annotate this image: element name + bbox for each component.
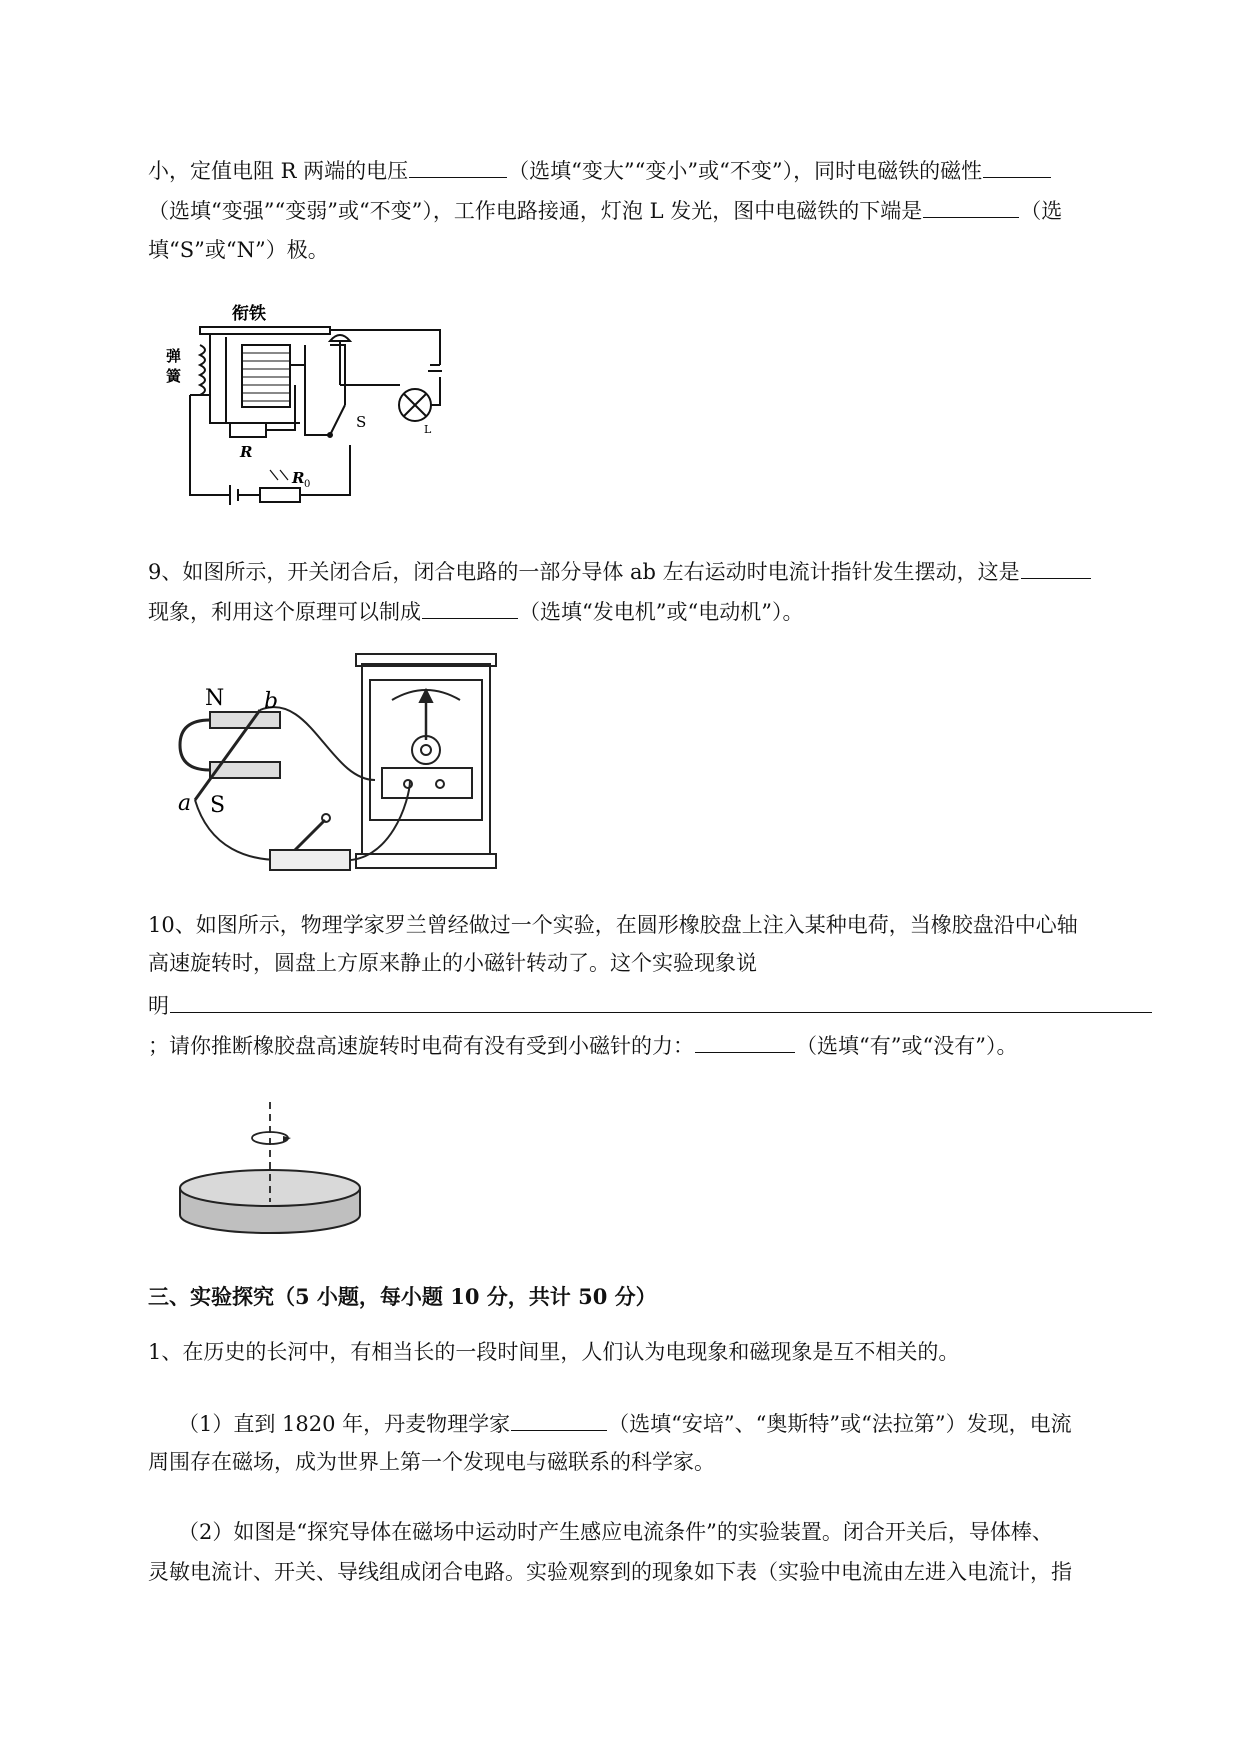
q10-line-4: ；请你推断橡胶盘高速旋转时电荷有没有受到小磁针的力： （选填“有”或“没有”）。 [148, 1030, 1156, 1061]
induction-experiment-figure [170, 650, 510, 880]
rotating-disk-figure [175, 1100, 375, 1235]
label-b: b [264, 689, 279, 714]
s3-q1-part2-line-2: 灵敏电流计、开关、导线组成闭合电路。实验观察到的现象如下表（实验中电流由左进入电流计，指 [148, 1560, 1072, 1584]
photoresistor-r0 [260, 488, 300, 502]
relay-circuit-figure [166, 304, 470, 515]
s3-q1-part2-line-1: （2）如图是“探究导体在磁场中运动时产生感应电流条件”的实验装置。闭合开关后，导体棒、 [178, 1520, 1053, 1544]
section-3-heading: 三、实验探究（5 小题，每小题 10 分，共计 50 分） [148, 1284, 657, 1309]
electromagnet [242, 345, 290, 407]
north-pole-label: N [205, 686, 225, 711]
spring [200, 345, 205, 395]
terminal-right [436, 780, 444, 788]
answer-blank[interactable] [695, 1030, 795, 1053]
switch-label: S [356, 413, 367, 431]
q8-line-1: 小，定值电阻 R 两端的电压 （选填“变大”“变小”或“不变”），同时电磁铁的磁性 [148, 155, 1156, 186]
answer-blank[interactable] [923, 195, 1019, 218]
answer-blank[interactable] [983, 155, 1051, 178]
resistor-label: R [240, 443, 253, 461]
spring-label-2: 簧 [166, 367, 182, 385]
answer-blank[interactable] [170, 990, 1152, 1013]
q9-line-1: 9、如图所示，开关闭合后，闭合电路的一部分导体 ab 左右运动时电流计指针发生摆动，这是 [148, 556, 1156, 587]
south-pole-label: S [210, 793, 226, 818]
q10-line-1: 10、如图所示，物理学家罗兰曾经做过一个实验，在圆形橡胶盘上注入某种电荷，当橡胶盘沿中心轴 [148, 913, 1078, 937]
armature [200, 327, 330, 334]
switch-lever [330, 405, 345, 435]
knife-switch [270, 850, 350, 870]
photoresistor-label: R [292, 469, 305, 487]
answer-blank[interactable] [422, 596, 518, 619]
spring-label-1: 弹 [166, 347, 182, 365]
q10-line-3: 明 [148, 990, 1156, 1021]
s3-q1-part1-line-1: （1）直到 1820 年，丹麦物理学家 （选填“安培”、“奥斯特”或“法拉第”）发现，电流 [178, 1408, 1156, 1439]
lamp-label: L [424, 423, 432, 436]
s3-q1-part1-line-2: 周围存在磁场，成为世界上第一个发现电与磁联系的科学家。 [148, 1450, 715, 1474]
s3-q1-intro: 1、在历史的长河中，有相当长的一段时间里，人们认为电现象和磁现象是互不相关的。 [148, 1340, 960, 1364]
answer-blank[interactable] [1021, 556, 1091, 579]
photoresistor-subscript: 0 [304, 479, 311, 490]
q10-line-2: 高速旋转时，圆盘上方原来静止的小磁针转动了。这个实验现象说 [148, 951, 757, 975]
label-a: a [178, 791, 192, 816]
resistor-r [230, 423, 266, 437]
q9-line-2: 现象，利用这个原理可以制成 （选填“发电机”或“电动机”）。 [148, 596, 1156, 627]
answer-blank[interactable] [511, 1408, 607, 1431]
answer-blank[interactable] [409, 155, 507, 178]
battery [230, 485, 238, 505]
q8-line-2: （选填“变强”“变弱”或“不变”），工作电路接通，灯泡 L 发光，图中电磁铁的下端是 （选 [148, 195, 1156, 226]
q8-line-3: 填“S”或“N”）极。 [148, 238, 329, 262]
armature-label: 衔铁 [232, 304, 266, 324]
